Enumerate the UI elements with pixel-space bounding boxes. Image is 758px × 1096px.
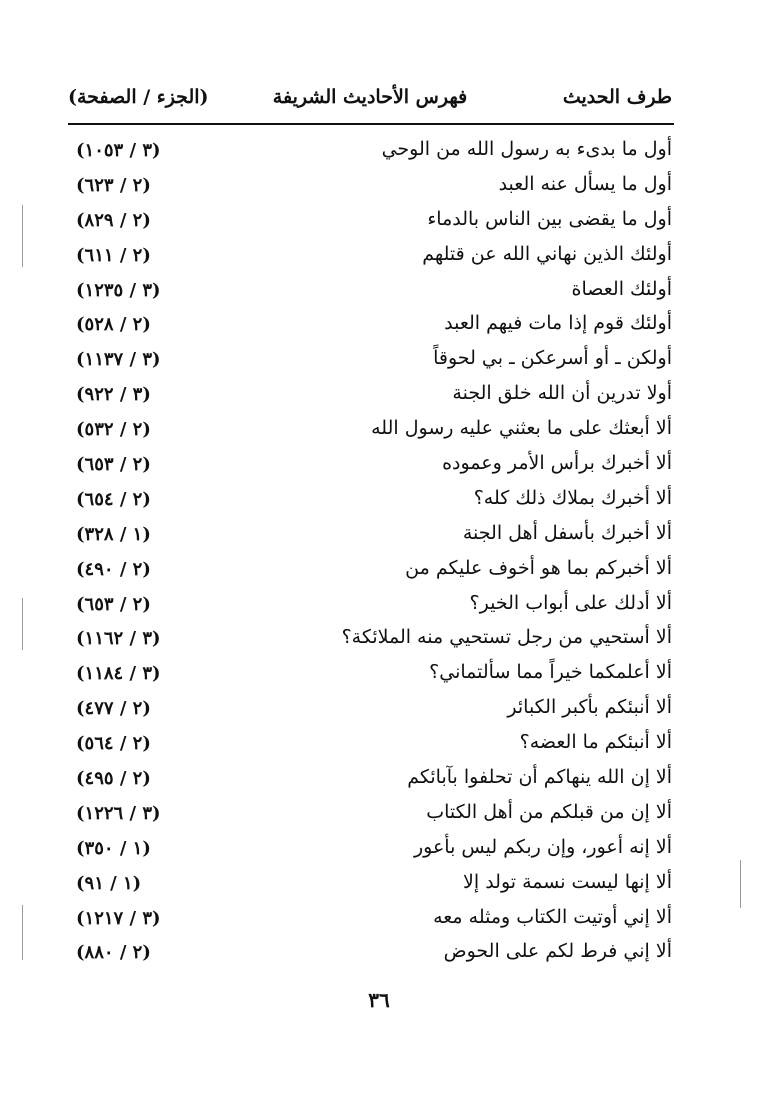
list-item bbox=[68, 659, 672, 694]
list-item bbox=[68, 590, 672, 625]
list-item bbox=[68, 136, 672, 171]
list-item bbox=[68, 206, 672, 241]
list-item bbox=[68, 764, 672, 799]
hadith-text: أول ما يقضى بين الناس بالدماء bbox=[427, 207, 672, 230]
list-item bbox=[68, 799, 672, 834]
hadith-text: ألا أنبئكم ما العضه؟ bbox=[519, 731, 672, 754]
list-item bbox=[68, 904, 672, 939]
list-item bbox=[68, 380, 672, 415]
hadith-text: أولكن ـ أو أسرعكن ـ بي لحوقاً bbox=[433, 347, 672, 370]
volume-page-ref: (٢ / ٨٨٠) bbox=[76, 942, 151, 964]
hadith-text: أول ما يسأل عنه العبد bbox=[498, 172, 672, 195]
list-item bbox=[68, 276, 672, 311]
scan-margin-mark bbox=[22, 598, 23, 650]
volume-page-ref: (٢ / ٦٥٣) bbox=[76, 454, 151, 476]
list-item bbox=[68, 171, 672, 206]
page-number: ٣٦ bbox=[368, 988, 390, 1012]
volume-page-ref: (٣ / ١٢٢٦) bbox=[76, 802, 161, 824]
volume-page-ref: (٣ / ١٠٥٣) bbox=[76, 140, 161, 161]
volume-page-ref: (٣ / ١١٦٢) bbox=[76, 628, 161, 650]
volume-page-ref: (٢ / ٨٢٩) bbox=[76, 209, 151, 231]
hadith-text: أولئك الذين نهاني الله عن قتلهم bbox=[422, 242, 672, 265]
volume-page-ref: (١ / ٩١) bbox=[76, 872, 142, 894]
volume-page-ref: (٢ / ٥٦٤) bbox=[76, 733, 151, 755]
hadith-text: ألا أخبرك بأسفل أهل الجنة bbox=[462, 521, 672, 544]
hadith-text: ألا إني فرط لكم على الحوض bbox=[443, 940, 672, 963]
hadith-text: ألا إن من قبلكم من أهل الكتاب bbox=[426, 800, 672, 823]
scan-margin-mark bbox=[22, 905, 23, 960]
hadith-text: ألا إني أوتيت الكتاب ومثله معه bbox=[433, 905, 672, 928]
volume-page-ref: (٢ / ٤٩٠) bbox=[76, 558, 151, 580]
hadith-text: ألا أخبرك بملاك ذلك كله؟ bbox=[473, 486, 672, 509]
volume-page-ref: (٢ / ٦٥٣) bbox=[76, 593, 151, 615]
reference-column-heading: (الجزء / الصفحة) bbox=[68, 86, 209, 108]
hadith-index-list bbox=[68, 136, 672, 973]
hadith-text: ألا أستحيي من رجل تستحيي منه الملائكة؟ bbox=[341, 626, 672, 649]
volume-page-ref: (٢ / ٥٣٢) bbox=[76, 419, 151, 441]
list-item bbox=[68, 729, 672, 764]
list-item bbox=[68, 555, 672, 590]
scan-margin-mark bbox=[22, 205, 23, 267]
hadith-text: أولا تدرين أن الله خلق الجنة bbox=[452, 382, 672, 405]
hadith-text: أول ما بدىء به رسول الله من الوحي bbox=[381, 138, 672, 160]
index-header bbox=[68, 84, 672, 116]
volume-page-ref: (٢ / ٦٢٣) bbox=[76, 174, 151, 196]
scan-margin-mark bbox=[740, 860, 741, 908]
hadith-text: ألا أخبرك برأس الأمر وعموده bbox=[442, 452, 672, 475]
list-item bbox=[68, 624, 672, 659]
volume-page-ref: (٢ / ٤٩٥) bbox=[76, 768, 151, 790]
volume-page-ref: (١ / ٣٥٠) bbox=[76, 837, 151, 859]
hadith-text: ألا إن الله ينهاكم أن تحلفوا بآبائكم bbox=[407, 766, 672, 789]
volume-page-ref: (٢ / ٦٥٤) bbox=[76, 488, 151, 510]
list-item bbox=[68, 310, 672, 345]
hadith-text: ألا إنها ليست نسمة تولد إلا bbox=[463, 870, 672, 893]
hadith-text: ألا أبعثك على ما بعثني عليه رسول الله bbox=[371, 417, 672, 440]
hadith-text: ألا أنبئكم بأكبر الكبائر bbox=[507, 696, 672, 719]
volume-page-ref: (٣ / ١٢١٧) bbox=[76, 907, 161, 929]
list-item bbox=[68, 345, 672, 380]
hadith-text: ألا أخبركم بما هو أخوف عليكم من bbox=[405, 556, 672, 579]
volume-page-ref: (٢ / ٦١١) bbox=[76, 244, 151, 266]
volume-page-ref: (٣ / ٩٢٢) bbox=[76, 384, 151, 406]
hadith-text: أولئك العصاة bbox=[571, 277, 672, 300]
list-item bbox=[68, 869, 672, 904]
page-title: فهرس الأحاديث الشريفة bbox=[272, 86, 468, 108]
volume-page-ref: (٢ / ٤٧٧) bbox=[76, 698, 151, 720]
hadith-column-heading: طرف الحديث bbox=[562, 86, 672, 108]
hadith-text: ألا أعلمكما خيراً مما سألتماني؟ bbox=[429, 661, 672, 684]
list-item bbox=[68, 241, 672, 276]
header-rule bbox=[68, 123, 674, 125]
list-item bbox=[68, 520, 672, 555]
hadith-text: ألا إنه أعور، وإن ربكم ليس بأعور bbox=[413, 835, 672, 858]
list-item bbox=[68, 415, 672, 450]
volume-page-ref: (٣ / ١٢٣٥) bbox=[76, 279, 161, 301]
list-item bbox=[68, 938, 672, 973]
volume-page-ref: (٣ / ١١٣٧) bbox=[76, 349, 161, 371]
hadith-text: ألا أدلك على أبواب الخير؟ bbox=[469, 591, 672, 614]
list-item bbox=[68, 694, 672, 729]
list-item bbox=[68, 834, 672, 869]
volume-page-ref: (٣ / ١١٨٤) bbox=[76, 663, 161, 685]
hadith-text: أولئك قوم إذا مات فيهم العبد bbox=[444, 312, 672, 335]
list-item bbox=[68, 485, 672, 520]
list-item bbox=[68, 450, 672, 485]
volume-page-ref: (٢ / ٥٢٨) bbox=[76, 314, 151, 336]
volume-page-ref: (١ / ٣٢٨) bbox=[76, 523, 151, 545]
